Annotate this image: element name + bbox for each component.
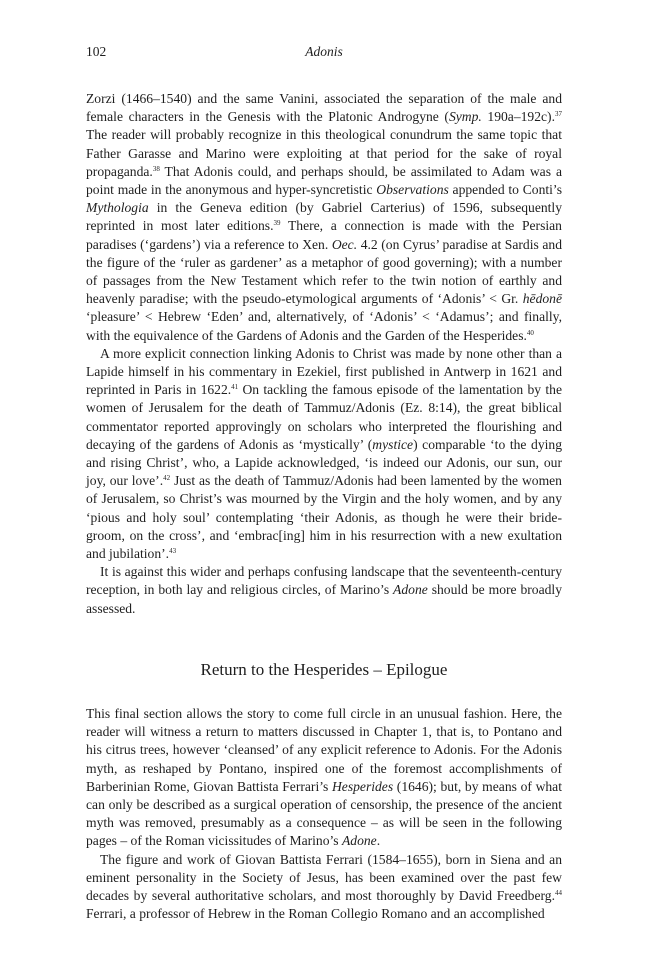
text-run: in the Geneva edition (by Gabriel Carterius) of 1596, subsequently reprinted in most later editions. xyxy=(86,200,562,234)
footnote-marker: 39 xyxy=(273,219,281,228)
text-run: ) comparable ‘to the dying and rising Christ’, who, a Lapide acknowledged, ‘is indeed our Adonis, our sun, our joy, our love’. xyxy=(86,436,562,489)
text-run: It is against this wider and perhaps confusing landscape that the seventeenth-century reception, in both lay and religious circles, of Marino’s xyxy=(86,564,562,598)
text-run: 4.2 (on Cyrus’ paradise at Sardis and the figure of the ‘ruler as gardener’ as a metaphor of good governing); with a number of passages from the New Testament which refer to the twin notion of earthly and heavenly paradise; with the pseudo-etymological arguments of ‘Adonis’ < Gr. xyxy=(86,236,562,307)
text-run: The reader will probably recognize in this theological conundrum the same topic that Father Garasse and Marino were exploiting at that period for the sake of royal propaganda. xyxy=(86,127,562,179)
footnote-marker: 44 xyxy=(555,888,562,897)
paragraph xyxy=(86,90,562,345)
running-head: Adonis xyxy=(305,44,343,59)
text-run: There, a connection is made with the Persian paradises (‘gardens’) via a reference to Xen. xyxy=(86,218,562,252)
text-run: Just as the death of Tammuz/Adonis had been lamented by the women of Jerusalem, so Christ’s was mourned by the Virgin and the holy women, and by any ‘pious and holy soul’ contemplating ‘their Adonis, as though he were their bride-groom, on the cross’, and ‘embrac[ing] him in his resurrection with a new exultation and jubilation’. xyxy=(86,473,562,562)
epilogue-paragraphs xyxy=(86,705,562,923)
italic-text: Mythologia xyxy=(86,200,149,216)
page-header xyxy=(86,44,562,64)
footnote-marker: 43 xyxy=(169,547,177,556)
text-run: A more explicit connection linking Adonis to Christ was made by none other than a Lapide himself in his commentary in Ezekiel, first published in Antwerp in 1621 and reprinted in Paris in 1622. xyxy=(86,345,562,398)
footnote-marker: 41 xyxy=(231,383,239,392)
body-text xyxy=(86,90,562,923)
footnote-marker: 37 xyxy=(555,110,562,119)
text-run: appended to Conti’s xyxy=(448,182,562,198)
italic-text: Adone xyxy=(341,833,377,849)
text-run: On tackling the famous episode of the lamentation by the women of Jerusalem for the death of Tammuz/Adonis (Ez. 8:14), the great biblical commentator reported approvingly on scholars who interpreted the flourishing and decaying of the gardens of Adonis as ‘mystically’ ( xyxy=(86,382,562,452)
text-run: ‘pleasure’ < Hebrew ‘Eden’ and, alternatively, of ‘Adonis’ < ‘Adamus’; and finally, with the equivalence of the Gardens of Adonis and the Garden of the Hesperides. xyxy=(86,309,562,343)
italic-text: hēdonē xyxy=(522,291,562,307)
paragraph xyxy=(86,563,562,618)
footnote-marker: 38 xyxy=(152,164,160,173)
text-run: That Adonis could, and perhaps should, be assimilated to Adam was a point made in the anonymous and hyper-syncretistic xyxy=(86,163,562,198)
italic-text: Adone xyxy=(393,582,428,598)
section-paragraphs xyxy=(86,90,562,618)
italic-text: mystice xyxy=(372,436,414,452)
paragraph xyxy=(86,345,562,563)
italic-text: Oec. xyxy=(331,236,358,252)
paragraph xyxy=(86,851,562,924)
paragraph xyxy=(86,705,562,851)
text-run: This final section allows the story to come full circle in an unusual fashion. Here, the reader will witness a return to matters discussed in Chapter 1, that is, to Pontano and his citrus trees, however ‘cleansed’ of any explicit reference to Adonis. For the Adonis myth, as reshaped by Pontano, inspired one of the foremost accomplishments of Barberinian Rome, Giovan Battista Ferrari’s xyxy=(86,705,562,794)
text-run: (1646); but, by means of what can only be described as a surgical operation of censorship, the presence of the ancient myth was removed, presumably as a consequence – as will be seen in the following pages – of the Roman vicissitudes of Marino’s xyxy=(86,778,562,849)
page-number: 102 xyxy=(86,44,107,59)
text-run: should be more broadly assessed. xyxy=(86,582,562,616)
text-run: Zorzi (1466–1540) and the same Vanini, associated the separation of the male and female characters in the Genesis with the Platonic Androgyne ( xyxy=(86,91,562,125)
text-run: Ferrari, a professor of Hebrew in the Roman Collegio Romano and an accomplished xyxy=(86,906,545,922)
italic-text: Hesperides xyxy=(331,778,394,794)
text-run: . xyxy=(376,833,381,849)
italic-text: Observations xyxy=(376,182,449,198)
italic-text: Symp. xyxy=(448,109,482,125)
text-run: 190a–192c). xyxy=(481,109,555,125)
section-heading: Return to the Hesperides – Epilogue xyxy=(200,659,448,679)
footnote-marker: 42 xyxy=(163,474,171,483)
footnote-marker: 40 xyxy=(526,328,534,337)
text-run: The figure and work of Giovan Battista Ferrari (1584–1655), born in Siena and an eminent personality in the Society of Jesus, has been examined over the past few decades by several authoritative scholars, and most thoroughly by David Freedberg. xyxy=(86,851,562,903)
